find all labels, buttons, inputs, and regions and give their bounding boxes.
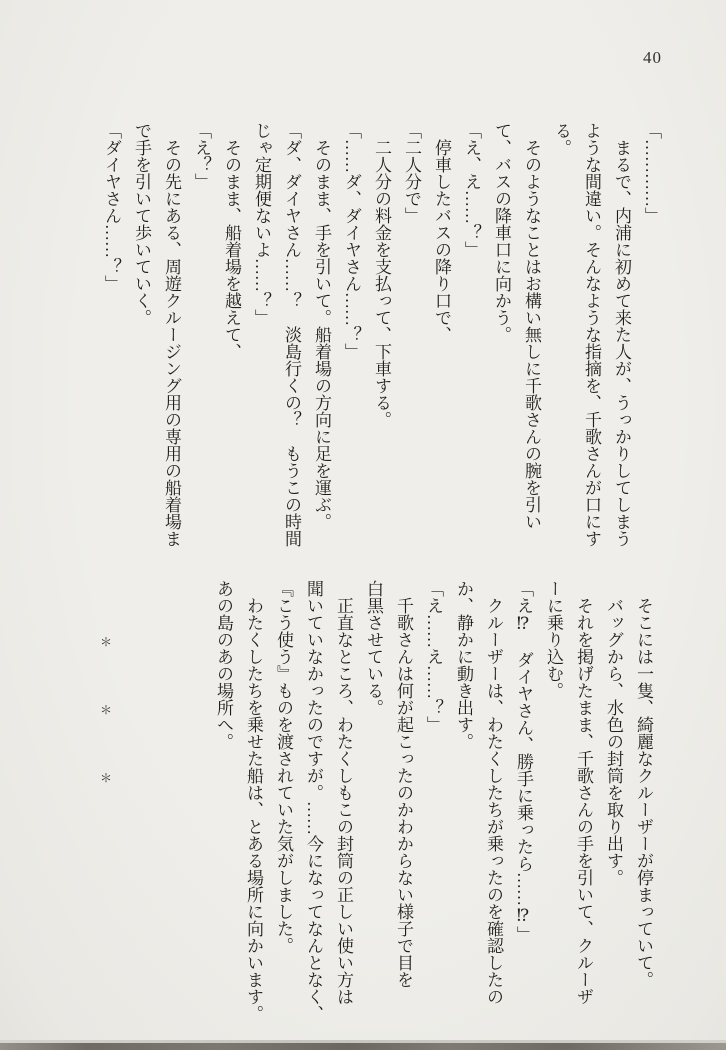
text-block-upper — [96, 122, 666, 550]
asterisk-mark: ＊ — [100, 635, 113, 649]
scene-break-asterisks — [100, 636, 112, 784]
text-line: その先にある、周遊クルージング用の専用の船着場ま — [162, 122, 181, 547]
text-line: クルーザーは、わたくしたちが乗ったのを確認したの — [484, 580, 503, 1005]
text-line: 「え、え……？」 — [462, 122, 481, 258]
text-line: そのまま、船着場を越えて、 — [222, 122, 241, 360]
text-line: ような間違い。そんなような指摘を、千歌さんが口にす — [582, 122, 601, 547]
text-line: 「二人分で」 — [402, 122, 421, 224]
text-line: そこには一隻、綺麗なクルーザーが停まっていて。 — [634, 580, 653, 988]
text-line: る。 — [552, 122, 571, 156]
text-line: そのまま、手を引いて。船着場の方向に足を運ぶ。 — [312, 122, 331, 530]
text-line: か、静かに動き出す。 — [454, 580, 473, 750]
text-line: 白黒させている。 — [364, 580, 383, 716]
text-line: わたくしたちを乗せた船は、とある場所に向かいます。 — [244, 580, 263, 1022]
text-line: 二人分の料金を支払って、下車する。 — [372, 122, 391, 428]
page-bottom-scan-shadow — [0, 1040, 726, 1050]
text-line: 「え⁉ ダイヤさん、勝手に乗ったら……⁉」 — [514, 580, 533, 943]
text-line: 千歌さんは何が起こったのかわからない様子で目を — [394, 580, 413, 988]
text-line: 聞いていなかったのですが。……今になってなんとなく、 — [304, 580, 323, 1022]
asterisk-mark: ＊ — [100, 703, 113, 717]
text-line: そのようなことはお構い無しに千歌さんの腕を引い — [522, 122, 541, 530]
text-line: で手を引いて歩いていく。 — [132, 122, 151, 326]
text-line: 「ダイヤさん……？」 — [102, 122, 121, 292]
text-line: ーに乗り込む。 — [544, 580, 563, 699]
text-line: 正直なところ、わたくしもこの封筒の正しい使い方は — [334, 580, 353, 1005]
text-line: 「…………」 — [642, 122, 661, 224]
text-line: 『こう使う』ものを渡されていた気がしました。 — [274, 580, 293, 954]
asterisk-mark: ＊ — [100, 771, 113, 785]
text-line: あの島のあの場所へ。 — [214, 580, 233, 750]
text-line: まるで、内浦に初めて来た人が、うっかりしてしまう — [612, 122, 631, 547]
text-line: 停車したバスの降り口で、 — [432, 122, 451, 343]
text-line: それを掲げたまま、千歌さんの手を引いて、クルーザ — [574, 580, 593, 1005]
text-line: 「え……え……？」 — [424, 580, 443, 733]
text-line: 「え？」 — [192, 122, 211, 190]
text-line: じゃ定期便ないよ……？」 — [252, 122, 271, 326]
text-line: 「……ダ、ダイヤさん……？」 — [342, 122, 361, 360]
text-block-lower — [208, 580, 658, 1022]
page-bottom-dark-band — [0, 1043, 726, 1050]
page-number: 40 — [643, 48, 662, 67]
text-line: 「ダ、ダイヤさん……？ 淡島行くの？ もうこの時間 — [282, 122, 301, 547]
text-line: バッグから、水色の封筒を取り出す。 — [604, 580, 623, 886]
text-line: て、バスの降車口に向かう。 — [492, 122, 511, 343]
